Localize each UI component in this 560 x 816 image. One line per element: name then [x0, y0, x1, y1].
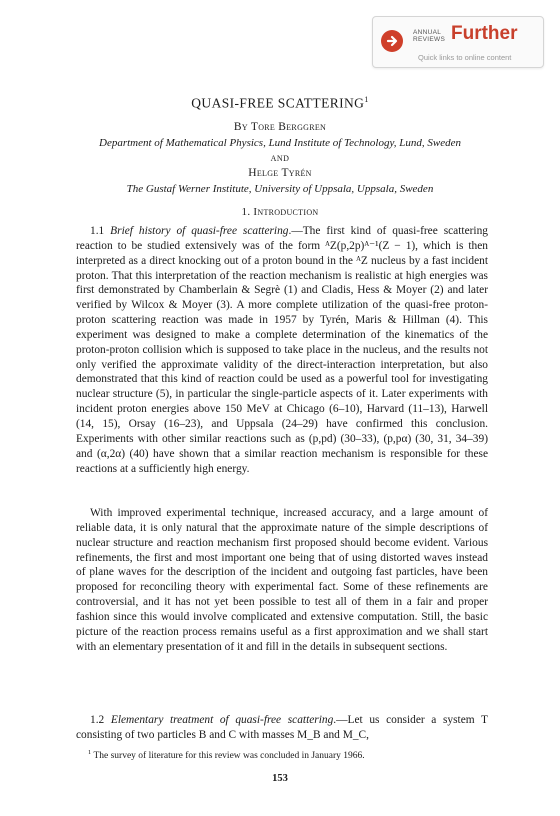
further-banner[interactable]: [372, 16, 544, 68]
affiliation-2: The Gustaf Werner Institute, University of Uppsala, Uppsala, Sweden: [126, 183, 434, 195]
affiliation-1: Department of Mathematical Physics, Lund Institute of Technology, Lund, Sweden: [99, 137, 461, 149]
author-2: Helge Tyrén: [248, 167, 312, 179]
title-footnote-mark: 1: [364, 95, 369, 104]
footnote: $^1$ The survey of literature for this review was concluded in January 1966.: [88, 749, 365, 762]
author-conjunction: AND: [270, 154, 290, 163]
subsection-heading-1-2: Elementary treatment of quasi-free scattering: [110, 714, 334, 726]
banner-annual-reviews: ANNUAL REVIEWS: [413, 29, 446, 43]
author-1: By Tore Berggren: [233, 121, 327, 133]
banner-further-label: Further: [451, 23, 518, 44]
article-title: QUASI-FREE SCATTERING$^1$: [191, 95, 369, 111]
section-heading: 1. Introduction: [241, 206, 319, 218]
paragraph-1: 1.1 Brief history of quasi-free scattering.—The first kind of quasi-free scattering reaction to be studied extensively was of the form ᴬZ(p,2p)ᴬ⁻¹(Z − 1), which is then interpreted as a direct knocking out of a proton bound in the ᴬZ nucleus by a fast incident proton. That this interpretation of the reaction mechanism is realistic at high energies was first demonstrated by Chamberlain & Segrè (1) and Cladis, Hess & Moyer (2) and later verified by Wilcox & Moyer (3). A more complete utilization of the quasi-free proton-proton scattering reaction was made in 1957 by Tyrén, Maris & Hillman (4). This experiment was designed to make a complete determination of the kinematics of the proton-proton collision which is supposed to take place in the nucleus, and the results not only verified the approximate validity of the direct-interaction interpretation, but also demonstrated that this kind of reaction could be used as a powerful tool for investigating nuclear structure (5), in particular the single-particle aspects of it. Later experiments with incident proton energies above 150 MeV at Chicago (6–10), Harvard (11–13), Harwell (14, 15), Orsay (16–23), and Uppsala (24–29) have confirmed this conclusion. Experiments with other similar reactions such as (p,pd) (30–33), (p,pα) (30, 31, 34–39) and (α,2α) (40) have shown that a similar reaction mechanism is responsible for these reactions at a sufficiently high energy.: [76, 225, 488, 475]
page-number: 153: [272, 773, 288, 784]
arrow-icon: [381, 30, 403, 52]
subsection-heading-1-1: Brief history of quasi-free scattering: [110, 225, 289, 237]
paragraph-3: 1.2 Elementary treatment of quasi-free scattering.—Let us consider a system T consisting of two particles B and C with masses M_B and M_C,: [76, 714, 488, 741]
banner-tagline: Quick links to online content: [418, 53, 512, 62]
paragraph-2: With improved experimental technique, increased accuracy, and a large amount of reliable data, it is only natural that the approximate nature of the simple descriptions of nuclear structure and reaction mechanism first proposed should become evident. Various refinements, the first and most important one being that of using distorted waves instead of plane waves for the description of the incident and outgoing fast particles, have been proposed for reconciling theory with experimental fact. Some of these refinements are controversial, and it has not yet been possible to test all of them in a fair and proper fashion since this would involve complicated and extensive computation. Still, the basic picture of the reaction process remains useful as a first approximation and we shall start with an elementary presentation of it and fill in the details in subsequent sections.: [76, 507, 488, 653]
